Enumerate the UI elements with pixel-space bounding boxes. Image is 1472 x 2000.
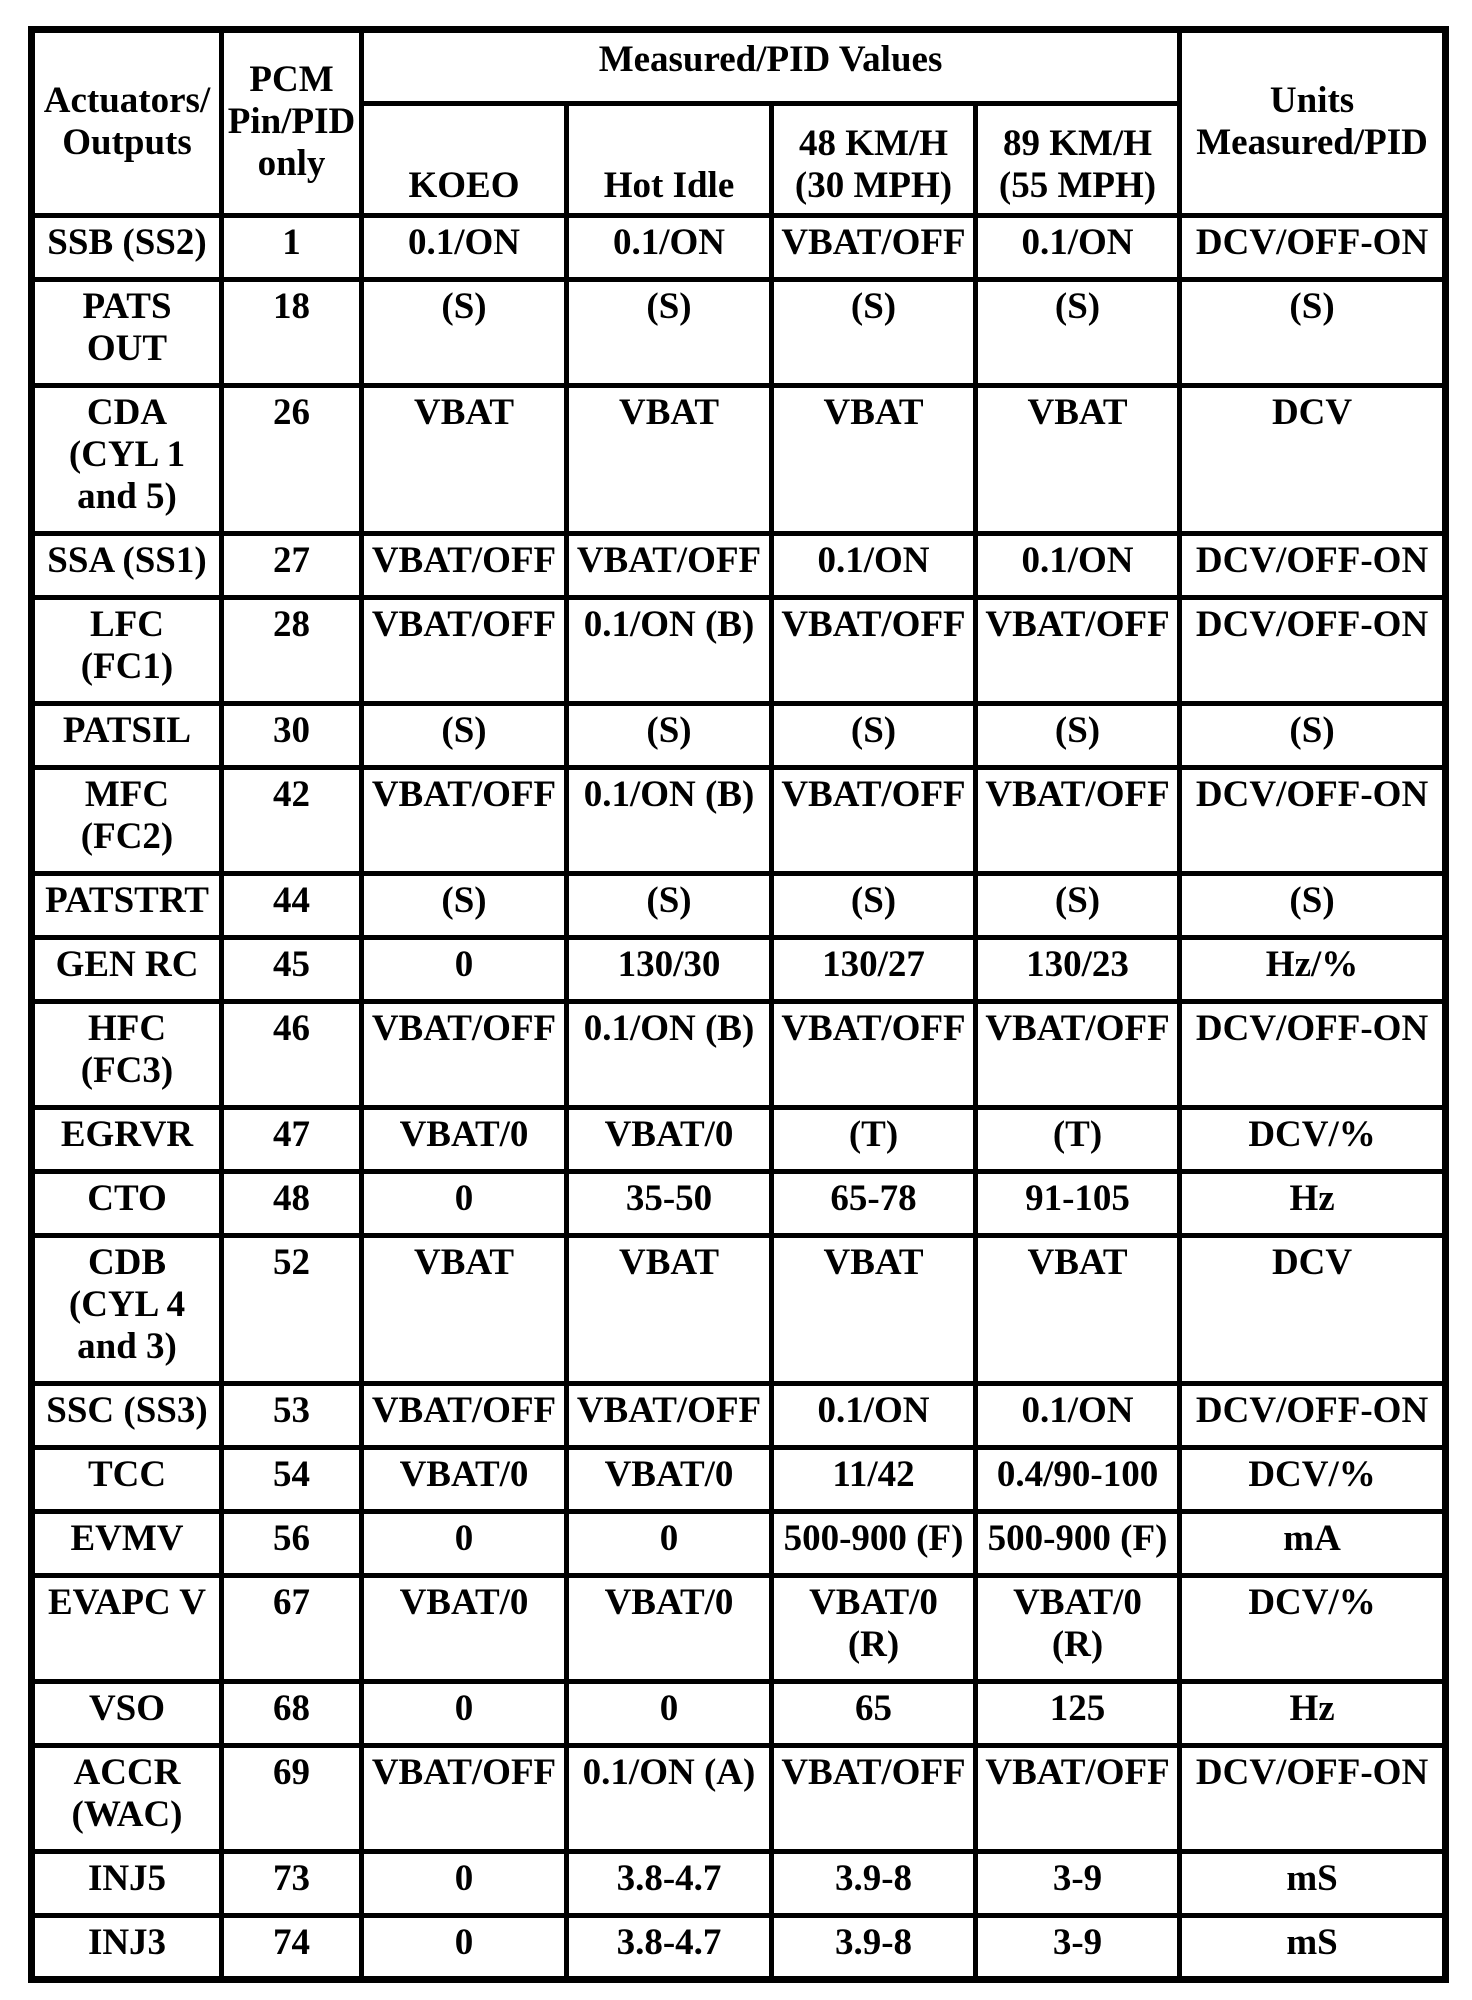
cell-89kmh: 3-9 bbox=[976, 1852, 1180, 1916]
cell-units: mS bbox=[1180, 1852, 1446, 1916]
cell-hot-idle: 0.1/ON (A) bbox=[567, 1746, 772, 1852]
cell-actuator: INJ5 bbox=[32, 1852, 222, 1916]
table-row bbox=[32, 768, 1446, 874]
cell-48kmh: 0.1/ON bbox=[772, 1384, 976, 1448]
cell-pin: 42 bbox=[222, 768, 362, 874]
table-row bbox=[32, 534, 1446, 598]
header-measured-group: Measured/PID Values bbox=[362, 30, 1180, 104]
cell-units: DCV/OFF-ON bbox=[1180, 1746, 1446, 1852]
cell-89kmh: (T) bbox=[976, 1108, 1180, 1172]
cell-pin: 18 bbox=[222, 280, 362, 386]
cell-actuator: EVAPC V bbox=[32, 1576, 222, 1682]
cell-pin: 27 bbox=[222, 534, 362, 598]
table-row bbox=[32, 1746, 1446, 1852]
cell-actuator: PATS OUT bbox=[32, 280, 222, 386]
cell-koeo: 0 bbox=[362, 1172, 567, 1236]
cell-48kmh: (T) bbox=[772, 1108, 976, 1172]
cell-koeo: VBAT/OFF bbox=[362, 768, 567, 874]
cell-89kmh: VBAT bbox=[976, 386, 1180, 534]
cell-48kmh: VBAT/OFF bbox=[772, 598, 976, 704]
cell-units: mA bbox=[1180, 1512, 1446, 1576]
cell-89kmh: 0.1/ON bbox=[976, 1384, 1180, 1448]
cell-hot-idle: 0.1/ON (B) bbox=[567, 1002, 772, 1108]
cell-pin: 54 bbox=[222, 1448, 362, 1512]
header-units: Units Measured/PID bbox=[1180, 30, 1446, 216]
cell-units: DCV/% bbox=[1180, 1108, 1446, 1172]
cell-48kmh: (S) bbox=[772, 280, 976, 386]
cell-units: DCV/% bbox=[1180, 1576, 1446, 1682]
cell-units: DCV/OFF-ON bbox=[1180, 768, 1446, 874]
cell-actuator: GEN RC bbox=[32, 938, 222, 1002]
cell-89kmh: (S) bbox=[976, 874, 1180, 938]
cell-89kmh: 130/23 bbox=[976, 938, 1180, 1002]
cell-hot-idle: VBAT/OFF bbox=[567, 1384, 772, 1448]
cell-hot-idle: 0.1/ON bbox=[567, 216, 772, 280]
cell-hot-idle: 0 bbox=[567, 1682, 772, 1746]
cell-89kmh: 125 bbox=[976, 1682, 1180, 1746]
cell-actuator: LFC (FC1) bbox=[32, 598, 222, 704]
cell-pin: 68 bbox=[222, 1682, 362, 1746]
cell-koeo: 0 bbox=[362, 1852, 567, 1916]
cell-actuator: SSA (SS1) bbox=[32, 534, 222, 598]
cell-units: DCV/OFF-ON bbox=[1180, 216, 1446, 280]
table-row bbox=[32, 1384, 1446, 1448]
cell-89kmh: (S) bbox=[976, 704, 1180, 768]
table-row bbox=[32, 280, 1446, 386]
cell-pin: 53 bbox=[222, 1384, 362, 1448]
cell-89kmh: 0.1/ON bbox=[976, 216, 1180, 280]
table-row bbox=[32, 1682, 1446, 1746]
cell-hot-idle: 3.8-4.7 bbox=[567, 1916, 772, 1980]
cell-units: DCV/OFF-ON bbox=[1180, 1002, 1446, 1108]
table-row bbox=[32, 1852, 1446, 1916]
cell-koeo: VBAT/OFF bbox=[362, 1384, 567, 1448]
cell-48kmh: 130/27 bbox=[772, 938, 976, 1002]
cell-89kmh: VBAT/OFF bbox=[976, 768, 1180, 874]
cell-hot-idle: VBAT bbox=[567, 1236, 772, 1384]
cell-48kmh: 0.1/ON bbox=[772, 534, 976, 598]
cell-units: DCV/% bbox=[1180, 1448, 1446, 1512]
header-actuators: Actuators/ Outputs bbox=[32, 30, 222, 216]
cell-koeo: VBAT/0 bbox=[362, 1108, 567, 1172]
table-row bbox=[32, 1108, 1446, 1172]
cell-hot-idle: 35-50 bbox=[567, 1172, 772, 1236]
cell-units: DCV/OFF-ON bbox=[1180, 1384, 1446, 1448]
cell-actuator: SSC (SS3) bbox=[32, 1384, 222, 1448]
cell-pin: 26 bbox=[222, 386, 362, 534]
cell-89kmh: 91-105 bbox=[976, 1172, 1180, 1236]
table-row bbox=[32, 216, 1446, 280]
cell-pin: 45 bbox=[222, 938, 362, 1002]
cell-actuator: PATSTRT bbox=[32, 874, 222, 938]
cell-pin: 46 bbox=[222, 1002, 362, 1108]
cell-actuator: SSB (SS2) bbox=[32, 216, 222, 280]
header-hot-idle: Hot Idle bbox=[567, 104, 772, 216]
table-row bbox=[32, 1002, 1446, 1108]
cell-pin: 74 bbox=[222, 1916, 362, 1980]
cell-pin: 67 bbox=[222, 1576, 362, 1682]
cell-89kmh: 3-9 bbox=[976, 1916, 1180, 1980]
cell-koeo: (S) bbox=[362, 874, 567, 938]
cell-hot-idle: 0.1/ON (B) bbox=[567, 768, 772, 874]
cell-hot-idle: (S) bbox=[567, 874, 772, 938]
cell-koeo: VBAT/0 bbox=[362, 1576, 567, 1682]
cell-koeo: VBAT bbox=[362, 386, 567, 534]
header-89kmh: 89 KM/H (55 MPH) bbox=[976, 104, 1180, 216]
cell-hot-idle: 0 bbox=[567, 1512, 772, 1576]
cell-89kmh: 500-900 (F) bbox=[976, 1512, 1180, 1576]
cell-koeo: (S) bbox=[362, 280, 567, 386]
cell-actuator: INJ3 bbox=[32, 1916, 222, 1980]
cell-48kmh: (S) bbox=[772, 874, 976, 938]
cell-89kmh: VBAT bbox=[976, 1236, 1180, 1384]
table-row bbox=[32, 386, 1446, 534]
cell-koeo: (S) bbox=[362, 704, 567, 768]
cell-koeo: 0.1/ON bbox=[362, 216, 567, 280]
header-pcm-pin: PCM Pin/PID only bbox=[222, 30, 362, 216]
cell-units: Hz bbox=[1180, 1682, 1446, 1746]
cell-48kmh: 500-900 (F) bbox=[772, 1512, 976, 1576]
cell-hot-idle: VBAT/0 bbox=[567, 1108, 772, 1172]
cell-hot-idle: VBAT/0 bbox=[567, 1448, 772, 1512]
cell-koeo: 0 bbox=[362, 1916, 567, 1980]
cell-89kmh: 0.1/ON bbox=[976, 534, 1180, 598]
cell-48kmh: VBAT bbox=[772, 386, 976, 534]
cell-48kmh: VBAT/OFF bbox=[772, 1746, 976, 1852]
cell-koeo: 0 bbox=[362, 1682, 567, 1746]
table-row bbox=[32, 1916, 1446, 1980]
cell-units: mS bbox=[1180, 1916, 1446, 1980]
cell-hot-idle: 3.8-4.7 bbox=[567, 1852, 772, 1916]
cell-pin: 30 bbox=[222, 704, 362, 768]
cell-48kmh: VBAT bbox=[772, 1236, 976, 1384]
cell-koeo: VBAT bbox=[362, 1236, 567, 1384]
cell-actuator: CDB (CYL 4 and 3) bbox=[32, 1236, 222, 1384]
cell-units: DCV bbox=[1180, 386, 1446, 534]
cell-48kmh: VBAT/OFF bbox=[772, 768, 976, 874]
table-row bbox=[32, 938, 1446, 1002]
cell-hot-idle: (S) bbox=[567, 280, 772, 386]
cell-units: DCV/OFF-ON bbox=[1180, 598, 1446, 704]
cell-hot-idle: VBAT/OFF bbox=[567, 534, 772, 598]
cell-units: (S) bbox=[1180, 280, 1446, 386]
table-body bbox=[32, 216, 1446, 1980]
cell-hot-idle: 130/30 bbox=[567, 938, 772, 1002]
cell-hot-idle: VBAT/0 bbox=[567, 1576, 772, 1682]
table-row bbox=[32, 1236, 1446, 1384]
cell-koeo: VBAT/0 bbox=[362, 1448, 567, 1512]
header-koeo: KOEO bbox=[362, 104, 567, 216]
cell-hot-idle: (S) bbox=[567, 704, 772, 768]
cell-89kmh: VBAT/OFF bbox=[976, 1002, 1180, 1108]
cell-pin: 47 bbox=[222, 1108, 362, 1172]
cell-89kmh: VBAT/0 (R) bbox=[976, 1576, 1180, 1682]
pcm-pid-table bbox=[28, 26, 1449, 1983]
cell-units: Hz/% bbox=[1180, 938, 1446, 1002]
cell-pin: 44 bbox=[222, 874, 362, 938]
cell-koeo: VBAT/OFF bbox=[362, 1002, 567, 1108]
cell-89kmh: (S) bbox=[976, 280, 1180, 386]
cell-48kmh: VBAT/0 (R) bbox=[772, 1576, 976, 1682]
cell-actuator: ACCR (WAC) bbox=[32, 1746, 222, 1852]
cell-actuator: VSO bbox=[32, 1682, 222, 1746]
cell-koeo: VBAT/OFF bbox=[362, 1746, 567, 1852]
cell-koeo: VBAT/OFF bbox=[362, 598, 567, 704]
cell-pin: 28 bbox=[222, 598, 362, 704]
cell-actuator: MFC (FC2) bbox=[32, 768, 222, 874]
cell-actuator: CTO bbox=[32, 1172, 222, 1236]
cell-units: Hz bbox=[1180, 1172, 1446, 1236]
cell-48kmh: 3.9-8 bbox=[772, 1852, 976, 1916]
cell-units: DCV bbox=[1180, 1236, 1446, 1384]
table-row bbox=[32, 1512, 1446, 1576]
table-header bbox=[32, 30, 1446, 216]
table-row bbox=[32, 598, 1446, 704]
cell-actuator: HFC (FC3) bbox=[32, 1002, 222, 1108]
table-row bbox=[32, 874, 1446, 938]
cell-actuator: CDA (CYL 1 and 5) bbox=[32, 386, 222, 534]
cell-actuator: EGRVR bbox=[32, 1108, 222, 1172]
table-row bbox=[32, 1448, 1446, 1512]
cell-89kmh: VBAT/OFF bbox=[976, 598, 1180, 704]
cell-48kmh: 3.9-8 bbox=[772, 1916, 976, 1980]
table-row bbox=[32, 1576, 1446, 1682]
table-row bbox=[32, 704, 1446, 768]
cell-48kmh: 65 bbox=[772, 1682, 976, 1746]
cell-actuator: EVMV bbox=[32, 1512, 222, 1576]
header-48kmh: 48 KM/H (30 MPH) bbox=[772, 104, 976, 216]
cell-pin: 48 bbox=[222, 1172, 362, 1236]
cell-48kmh: 11/42 bbox=[772, 1448, 976, 1512]
cell-koeo: VBAT/OFF bbox=[362, 534, 567, 598]
cell-actuator: TCC bbox=[32, 1448, 222, 1512]
cell-units: DCV/OFF-ON bbox=[1180, 534, 1446, 598]
cell-pin: 73 bbox=[222, 1852, 362, 1916]
cell-48kmh: VBAT/OFF bbox=[772, 1002, 976, 1108]
cell-hot-idle: VBAT bbox=[567, 386, 772, 534]
cell-koeo: 0 bbox=[362, 1512, 567, 1576]
table-row bbox=[32, 1172, 1446, 1236]
cell-pin: 69 bbox=[222, 1746, 362, 1852]
cell-pin: 1 bbox=[222, 216, 362, 280]
cell-actuator: PATSIL bbox=[32, 704, 222, 768]
cell-units: (S) bbox=[1180, 874, 1446, 938]
cell-pin: 52 bbox=[222, 1236, 362, 1384]
cell-pin: 56 bbox=[222, 1512, 362, 1576]
cell-48kmh: 65-78 bbox=[772, 1172, 976, 1236]
cell-89kmh: VBAT/OFF bbox=[976, 1746, 1180, 1852]
cell-koeo: 0 bbox=[362, 938, 567, 1002]
cell-units: (S) bbox=[1180, 704, 1446, 768]
cell-48kmh: (S) bbox=[772, 704, 976, 768]
cell-89kmh: 0.4/90-100 bbox=[976, 1448, 1180, 1512]
cell-48kmh: VBAT/OFF bbox=[772, 216, 976, 280]
cell-hot-idle: 0.1/ON (B) bbox=[567, 598, 772, 704]
